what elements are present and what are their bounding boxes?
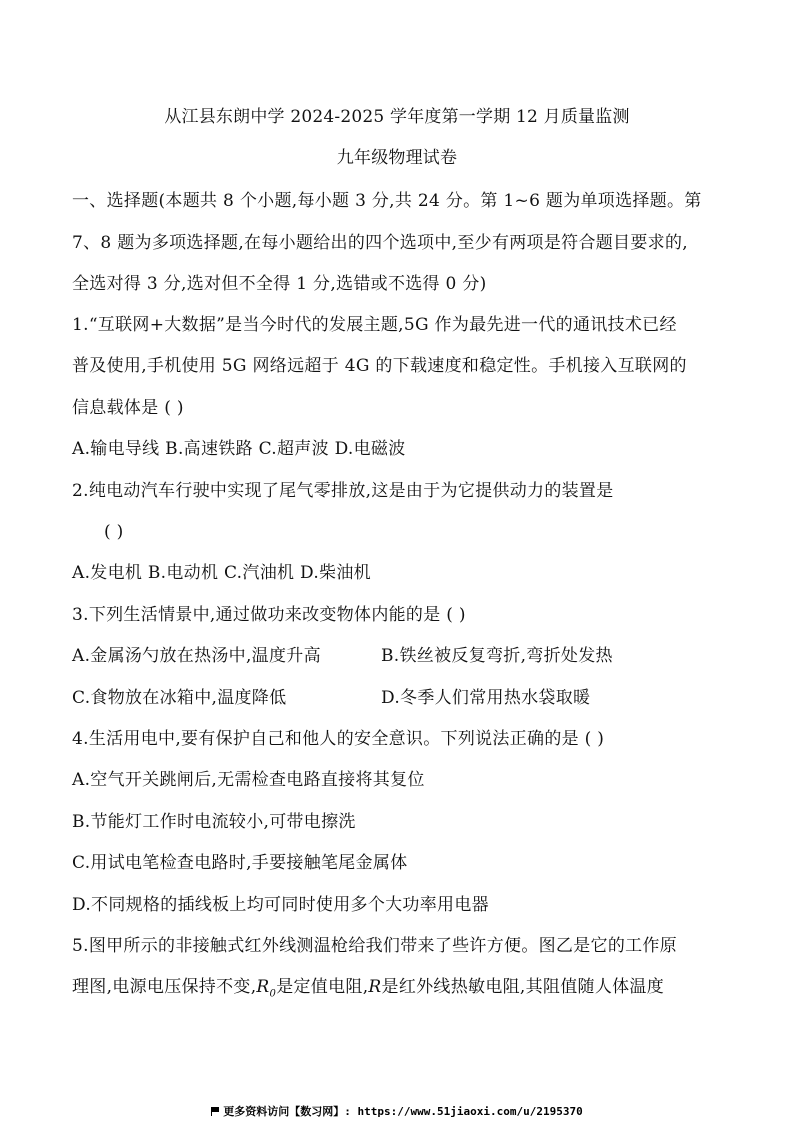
footer-text: 更多资料访问【数习网】: https://www.51jiaoxi.com/u/2195370 (223, 1105, 583, 1118)
r0-symbol: $R_0$ (256, 977, 277, 1000)
question-5-text-a: 理图,电源电压保持不变, (72, 977, 257, 997)
question-2-line-2: ( ) (104, 522, 124, 542)
flag-icon (211, 1107, 220, 1116)
question-4-option-a: A.空气开关跳闸后,无需检查电路直接将其复位 (72, 770, 425, 790)
footer-link[interactable] (0, 1105, 794, 1119)
question-2-line-1: 2.纯电动汽车行驶中实现了尾气零排放,这是由于为它提供动力的装置是 (72, 481, 614, 501)
page-subtitle: 九年级物理试卷 (336, 148, 458, 168)
question-1-line-2: 普及使用,手机使用 5G 网络远超于 4G 的下载速度和稳定性。手机接入互联网的 (72, 356, 687, 376)
question-3-option-d: D.冬季人们常用热水袋取暖 (381, 688, 591, 708)
question-3-stem: 3.下列生活情景中,通过做功来改变物体内能的是 ( ) (72, 605, 466, 625)
question-1-options: A.输电导线 B.高速铁路 C.超声波 D.电磁波 (72, 439, 406, 459)
question-3-option-a: A.金属汤勺放在热汤中,温度升高 (72, 646, 321, 666)
question-1-line-1: 1.“互联网+大数据”是当今时代的发展主题,5G 作为最先进一代的通讯技术已经 (72, 315, 677, 335)
question-3-option-c: C.食物放在冰箱中,温度降低 (72, 688, 287, 708)
question-5-text-c: 是红外线热敏电阻,其阻值随人体温度 (381, 977, 665, 997)
question-4-option-b: B.节能灯工作时电流较小,可带电擦洗 (72, 812, 356, 832)
r-symbol: R (368, 977, 382, 997)
question-5-line-1: 5.图甲所示的非接触式红外线测温枪给我们带来了些许方便。图乙是它的工作原 (72, 936, 678, 956)
section-intro-line-2: 7、8 题为多项选择题,在每小题给出的四个选项中,至少有两项是符合题目要求的, (72, 233, 688, 253)
question-5-text-b: 是定值电阻, (276, 977, 369, 997)
question-2-options: A.发电机 B.电动机 C.汽油机 D.柴油机 (72, 563, 371, 583)
question-1-line-3: 信息载体是 ( ) (72, 398, 184, 418)
question-4-option-c: C.用试电笔检查电路时,手要接触笔尾金属体 (72, 853, 408, 873)
question-5-line-2 (72, 975, 664, 1006)
question-4-option-d: D.不同规格的插线板上均可同时使用多个大功率用电器 (72, 895, 489, 915)
page-title: 从江县东朗中学 2024-2025 学年度第一学期 12 月质量监测 (164, 107, 630, 127)
question-3-option-b: B.铁丝被反复弯折,弯折处发热 (381, 646, 613, 666)
section-intro-line-3: 全选对得 3 分,选对但不全得 1 分,选错或不选得 0 分) (72, 274, 487, 294)
section-intro-line-1: 一、选择题(本题共 8 个小题,每小题 3 分,共 24 分。第 1~6 题为单项选择题。第 (72, 191, 702, 211)
question-4-stem: 4.生活用电中,要有保护自己和他人的安全意识。下列说法正确的是 ( ) (72, 729, 605, 749)
